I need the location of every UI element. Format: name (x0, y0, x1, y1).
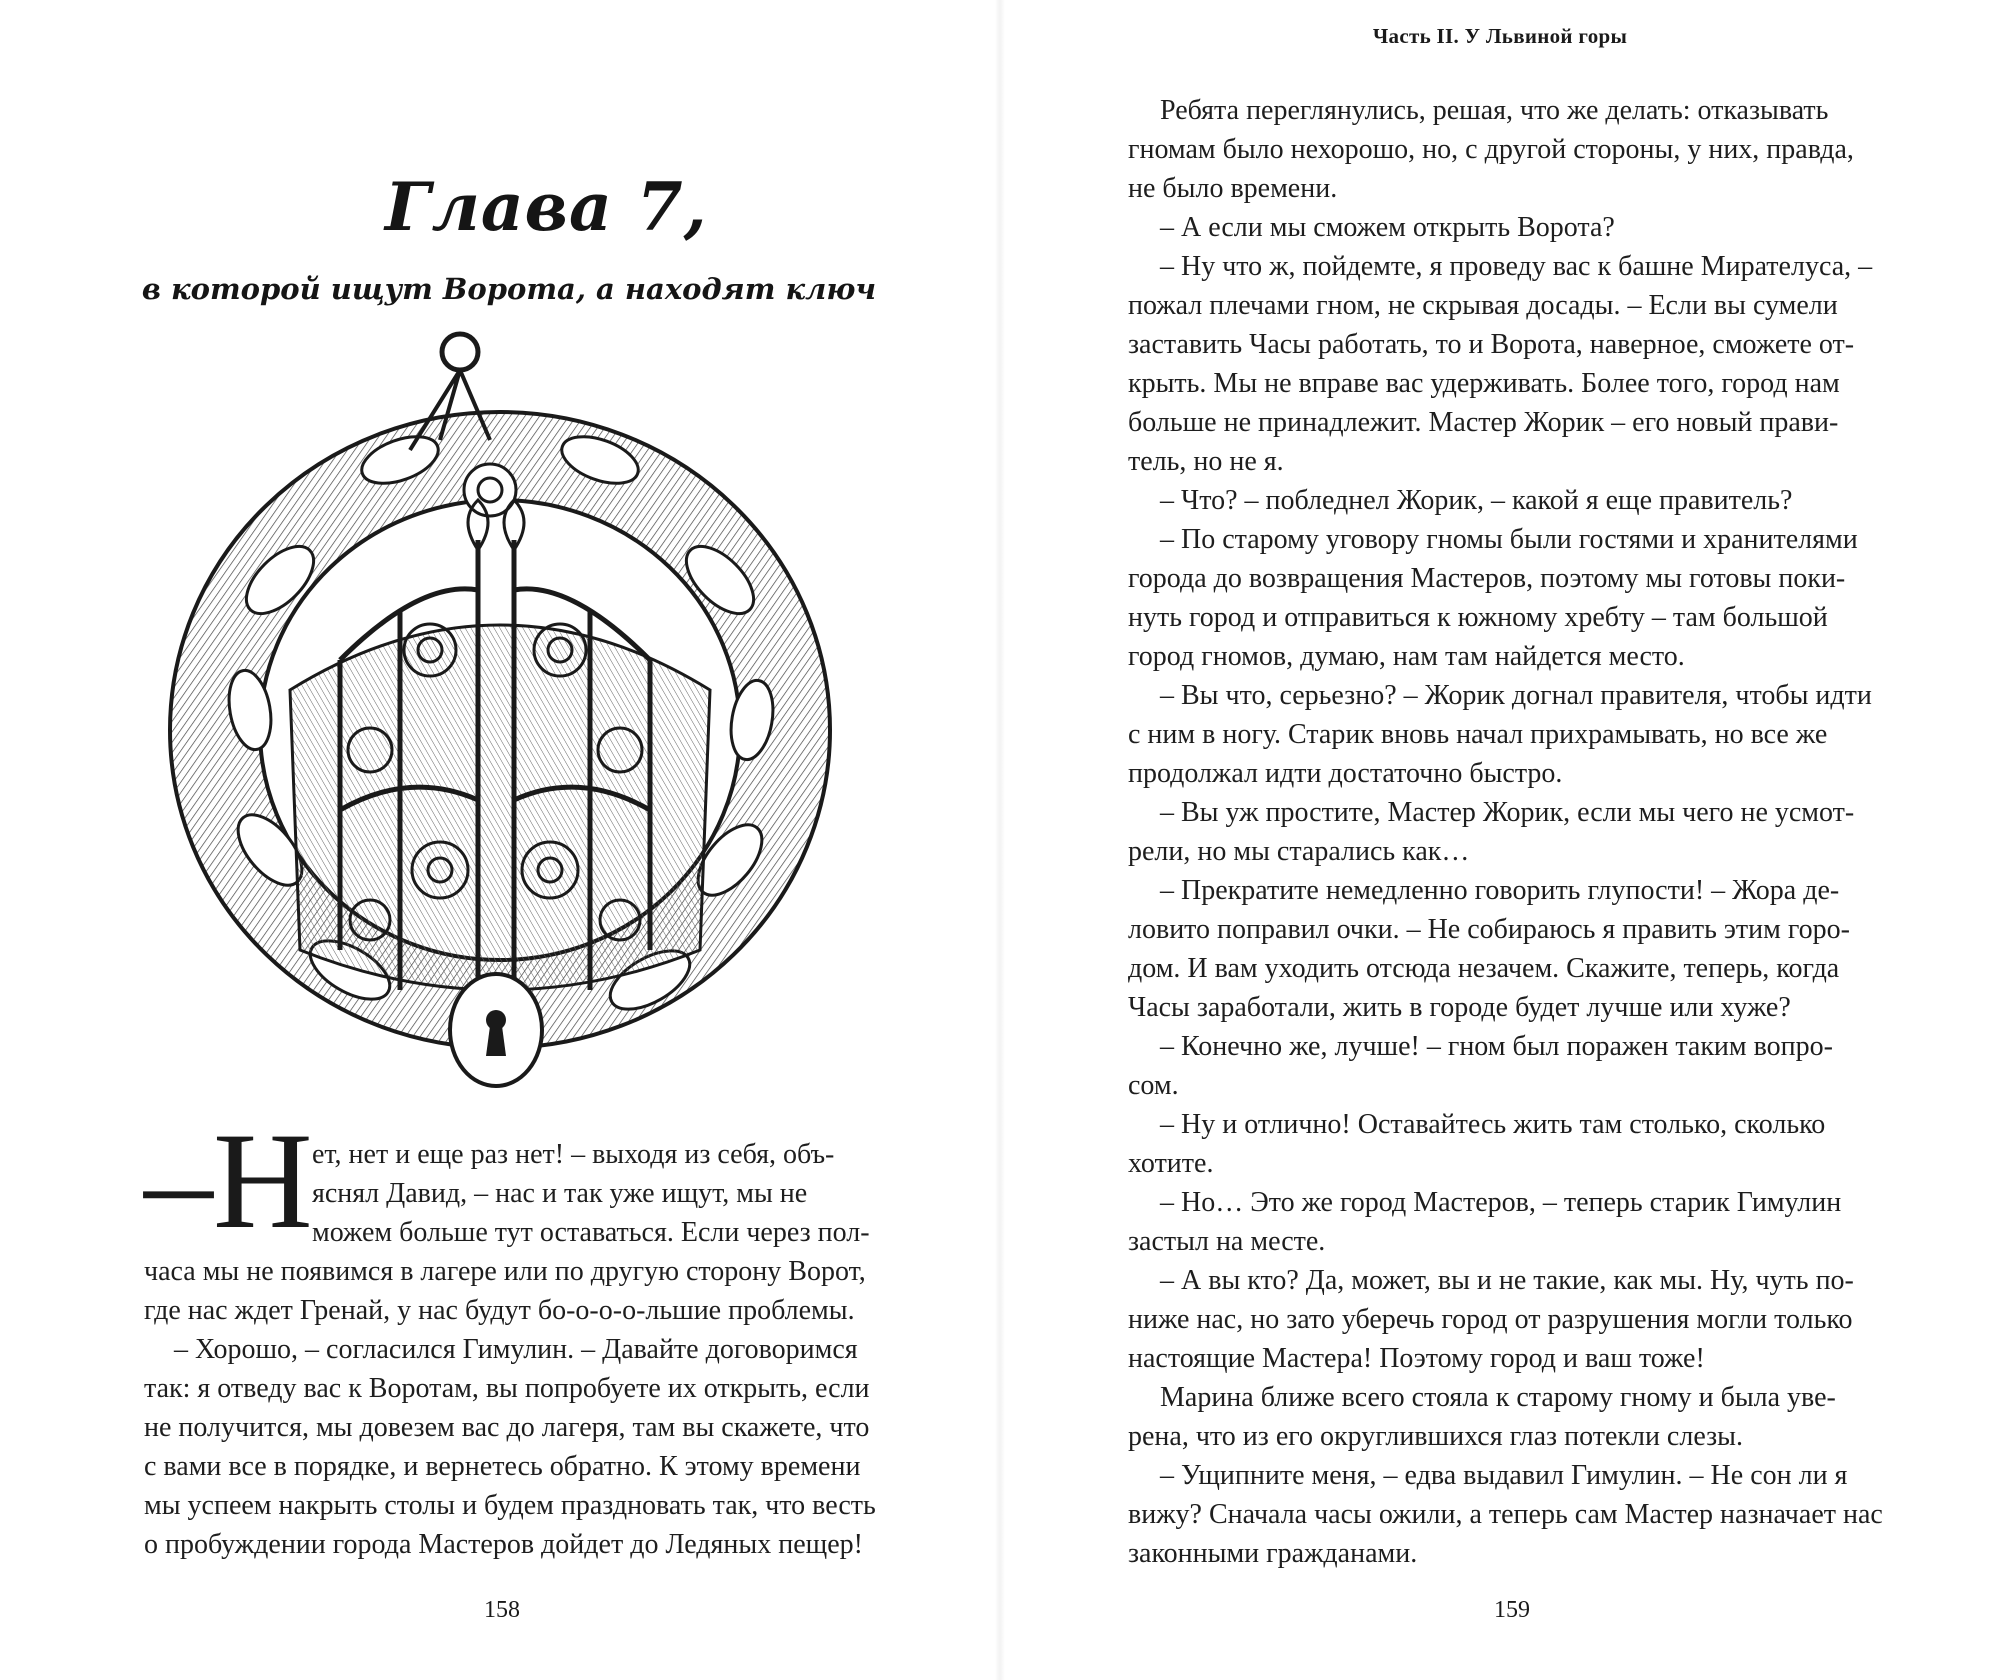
right-page (1000, 0, 2000, 1680)
text-line: – Вы уж простите, Мастер Жорик, если мы чего не усмот- (1160, 797, 1855, 828)
text-line: можем больше тут оставаться. Если через пол- (312, 1217, 870, 1248)
text-line: – Но… Это же город Мастеров, – теперь старик Гимулин (1160, 1187, 1842, 1218)
text-line: больше не принадлежит. Мастер Жорик – его новый прави- (1128, 407, 1839, 438)
text-line: – А если мы сможем открыть Ворота? (1160, 212, 1615, 243)
text-line: заставить Часы работать, то и Ворота, наверное, сможете от- (1128, 329, 1855, 360)
text-line: мы успеем накрыть столы и будем праздновать так, что весть (144, 1490, 876, 1521)
page-number: 159 (1494, 1597, 1530, 1623)
text-line: о пробуждении города Мастеров дойдет до Ледяных пещер! (144, 1529, 863, 1560)
text-line: рена, что из его округлившихся глаз потекли слезы. (1128, 1421, 1743, 1452)
text-line: – По старому уговору гномы были гостями и хранителями (1160, 524, 1858, 555)
text-line: гномам было нехорошо, но, с другой стороны, у них, правда, (1128, 134, 1854, 165)
page-number: 158 (484, 1597, 520, 1623)
text-line: – Ущипните меня, – едва выдавил Гимулин. – Не сон ли я (1160, 1460, 1848, 1491)
text-line: рели, но мы старались как… (1128, 836, 1470, 867)
text-line: не получится, мы довезем вас до лагеря, там вы скажете, что (144, 1412, 870, 1443)
text-line: настоящие Мастера! Поэтому город и ваш тоже! (1128, 1343, 1705, 1374)
text-line: крыть. Мы не вправе вас удерживать. Более того, город нам (1128, 368, 1840, 399)
text-line: – Хорошо, – согласился Гимулин. – Давайте договоримся (174, 1334, 858, 1365)
drop-cap: –Н (144, 1104, 313, 1257)
text-line: сом. (1128, 1070, 1179, 1101)
running-head: Часть II. У Львиной горы (1372, 24, 1628, 48)
text-line: хотите. (1128, 1148, 1214, 1179)
text-line: – Что? – побледнел Жорик, – какой я еще правитель? (1160, 485, 1793, 516)
text-line: – Ну и отлично! Оставайтесь жить там столько, сколько (1160, 1109, 1826, 1140)
text-line: с ним в ногу. Старик вновь начал прихрамывать, но все же (1128, 719, 1828, 750)
text-line: продолжал идти достаточно быстро. (1128, 758, 1563, 789)
text-line: города до возвращения Мастеров, поэтому мы готовы поки- (1128, 563, 1846, 594)
text-line: дом. И вам уходить отсюда незачем. Скажите, теперь, когда (1128, 953, 1840, 984)
text-line: – Конечно же, лучше! – гном был поражен таким вопро- (1160, 1031, 1833, 1062)
text-line: часа мы не появимся в лагере или по другую сторону Ворот, (144, 1256, 866, 1287)
text-line: – Ну что ж, пойдемте, я проведу вас к башне Мирателуса, – (1160, 251, 1873, 282)
text-line: вижу? Сначала часы ожили, а теперь сам Мастер назначает нас (1128, 1499, 1883, 1530)
text-line: ловито поправил очки. – Не собираюсь я править этим горо- (1128, 914, 1850, 945)
chapter-subtitle: в которой ищут Ворота, а находят ключ (141, 272, 877, 306)
text-line: ет, нет и еще раз нет! – выходя из себя, объ- (312, 1139, 835, 1170)
text-line: законными гражданами. (1128, 1538, 1418, 1569)
ornate-gate-illustration (160, 330, 840, 1100)
text-line: пожал плечами гном, не скрывая досады. – Если вы сумели (1128, 290, 1838, 321)
text-line: город гномов, думаю, нам там найдется место. (1128, 641, 1685, 672)
text-line: Часы заработали, жить в городе будет лучше или хуже? (1128, 992, 1791, 1023)
chapter-title: Глава 7, (385, 168, 708, 246)
text-line: где нас ждет Гренай, у нас будут бо-о-о-о-льшие проблемы. (144, 1295, 855, 1326)
text-line: Марина ближе всего стояла к старому гному и была уве- (1160, 1382, 1836, 1413)
text-line: тель, но не я. (1128, 446, 1284, 477)
text-line: так: я отведу вас к Воротам, вы попробуете их открыть, если (144, 1373, 870, 1404)
text-line: – Вы что, серьезно? – Жорик догнал правителя, чтобы идти (1160, 680, 1872, 711)
text-line: – А вы кто? Да, может, вы и не такие, как мы. Ну, чуть по- (1160, 1265, 1854, 1296)
text-line: нуть город и отправиться к южному хребту – там большой (1128, 602, 1828, 633)
text-line: Ребята переглянулись, решая, что же делать: отказывать (1160, 95, 1829, 126)
text-line: застыл на месте. (1128, 1226, 1326, 1257)
text-line: яснял Давид, – нас и так уже ищут, мы не (312, 1178, 808, 1209)
text-line: ниже нас, но зато уберечь город от разрушения могли только (1128, 1304, 1853, 1335)
text-line: с вами все в порядке, и вернетесь обратно. К этому времени (144, 1451, 861, 1482)
text-line: – Прекратите немедленно говорить глупости! – Жора де- (1160, 875, 1840, 906)
text-line: не было времени. (1128, 173, 1338, 204)
